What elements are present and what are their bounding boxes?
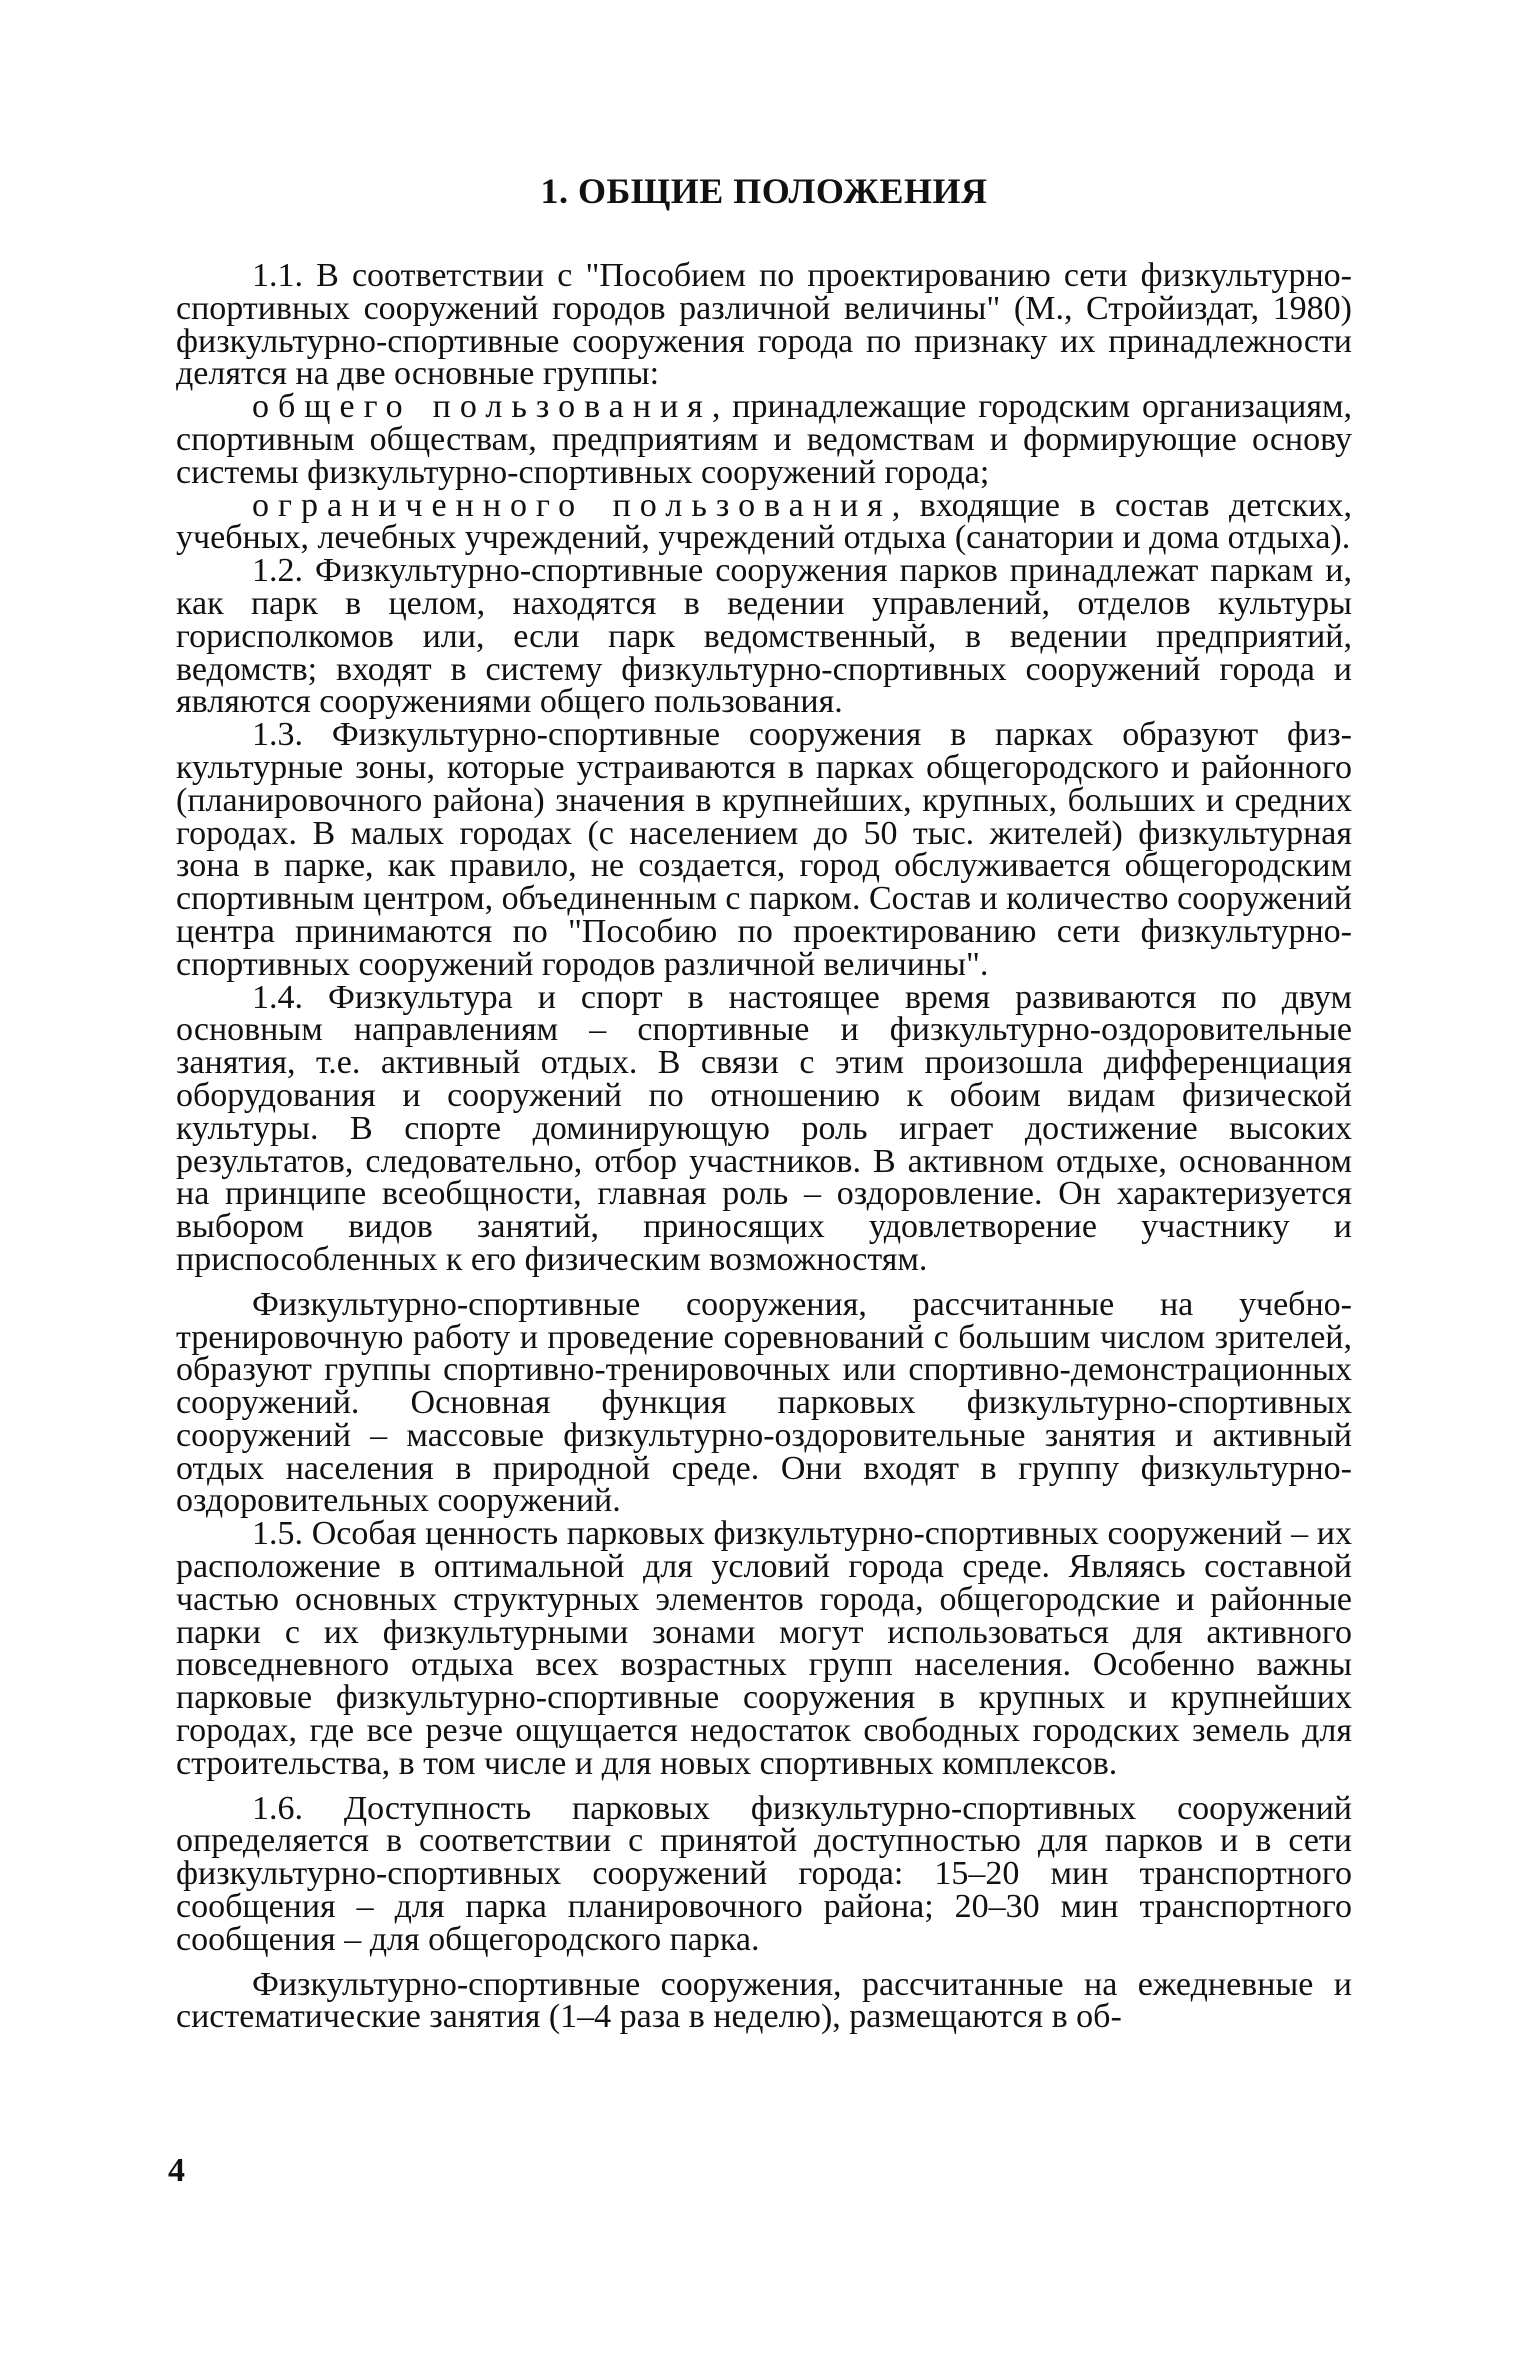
paragraph-text: 1.3. Физкультурно-спортивные сооружения в парках образуют физкультурные зоны, которые устраиваются в парках общегородского и районного (планировочного района) значения в крупнейших, крупных, больших и средних городах. В малых городах (с населением до 50 тыс. жителей) физкультурная зона в парке, как правило, не создается, город обслуживается общегородским спортивным центром, объединенным с парком. Состав и количество сооружений центра принимаются по "Пособию по проектированию сети физкультурно-спортивных сооружений городов различной величины".: [176, 716, 1352, 983]
paragraph-text: 1.4. Физкультура и спорт в настоящее время развиваются по двум основным направлениям – спортивные и физкультурно-оздоровительные занятия, т.е. активный отдых. В связи с этим произошла дифференциация оборудования и сооружений по отношению к обоим видам физической культуры. В спорте доминирующую роль играет достижение высоких результатов, следовательно, отбор участников. В активном отдыхе, основанном на принципе всеобщности, главная роль – оздоровление. Он характеризуется выбором видов занятий, приносящих удовлетворение участнику и приспособленных к его физическим возможностям.: [176, 978, 1352, 1278]
paragraph-text: 1.2. Физкультурно-спортивные сооружения парков принадлежат паркам и, как парк в целом, находятся в ведении управлений, отделов культуры горисполкомов или, если парк ведомственный, в ведении предприятий, ведомств; входят в систему физкультурно-спортивных сооружений города и являются сооружениями общего пользования.: [176, 552, 1352, 721]
paragraph-1-5: [176, 1515, 1352, 1782]
paragraph-text: 1.6. Доступность парковых физкультурно-спортивных сооружений определяется в соответствии с принятой доступностью для парков и в сети физкультурно-спортивных сооружений города: 15–20 мин транспортного сообщения – для парка планировочного района; 20–30 мин транспортного сообщения – для общегородского парка.: [176, 1789, 1352, 1958]
paragraph-1-3: [176, 716, 1352, 983]
paragraph-1-2: [176, 552, 1352, 721]
paragraph-text: Физкультурно-спортивные сооружения, рассчитанные на учебно-тренировочную работу и проведение соревнований с большим числом зрителей, образуют группы спортивно-тренировочных или спортивно-демонстрационных сооружений. Основная функция парковых физкультурно-спортивных сооружений – массовые физкультурно-оздоровительные занятия и активный отдых населения в природной среде. Они входят в группу физкультурно-оздоровительных сооружений.: [176, 1285, 1352, 1520]
paragraph-1-4: [176, 978, 1352, 1278]
paragraph-text: , принадлежащие городским организациям, спортивным обществам, предприятиям и ведомствам и формирующие основу системы физкультурно-спортивных сооружений города;: [176, 388, 1352, 491]
document-page: [176, 150, 1352, 2034]
page-number: 4: [168, 2152, 185, 2189]
paragraph-1-6: [176, 1789, 1352, 1958]
paragraph-limited-use: [176, 486, 1352, 557]
spaced-term: ограниченного пользования: [252, 486, 892, 524]
paragraph-1-4-continued: [176, 1285, 1352, 1520]
paragraph-text: 1.5. Особая ценность парковых физкультурно-спортивных сооружений – их расположение в оптимальной для условий города среде. Являясь составной частью основных структурных элементов города, общегородские и районные парки с их физкультурными зонами могут использоваться для активного повседневного отдыха всех возрастных групп населения. Особенно важны парковые физкультурно-спортивные сооружения в крупных и крупнейших городах, где все резче ощущается недостаток свободных городских земель для строительства, в том числе и для новых спортивных комплексов.: [176, 1515, 1352, 1782]
paragraph-text: , входящие в состав детских, учебных, лечебных учреждений, учреждений отдыха (санатории и дома отдыха).: [176, 486, 1352, 557]
paragraph-1-6-continued: [176, 1965, 1352, 2036]
paragraph-general-use: [176, 388, 1352, 491]
paragraph-1-1: [176, 257, 1352, 393]
paragraph-text: 1.1. В соответствии с "Пособием по проектированию сети физкультурно-спортивных сооружений городов различной величины" (М., Стройиздат, 1980) физкультурно-спортивные сооружения города по признаку их принадлежности делятся на две основные группы:: [176, 257, 1352, 393]
section-title: 1. ОБЩИЕ ПОЛОЖЕНИЯ: [540, 171, 988, 211]
paragraph-text: Физкультурно-спортивные сооружения, рассчитанные на ежедневные и систематические занятия (1–4 раза в неделю), размещаются в об-: [176, 1965, 1352, 2036]
spaced-term: общего пользования: [252, 388, 712, 426]
